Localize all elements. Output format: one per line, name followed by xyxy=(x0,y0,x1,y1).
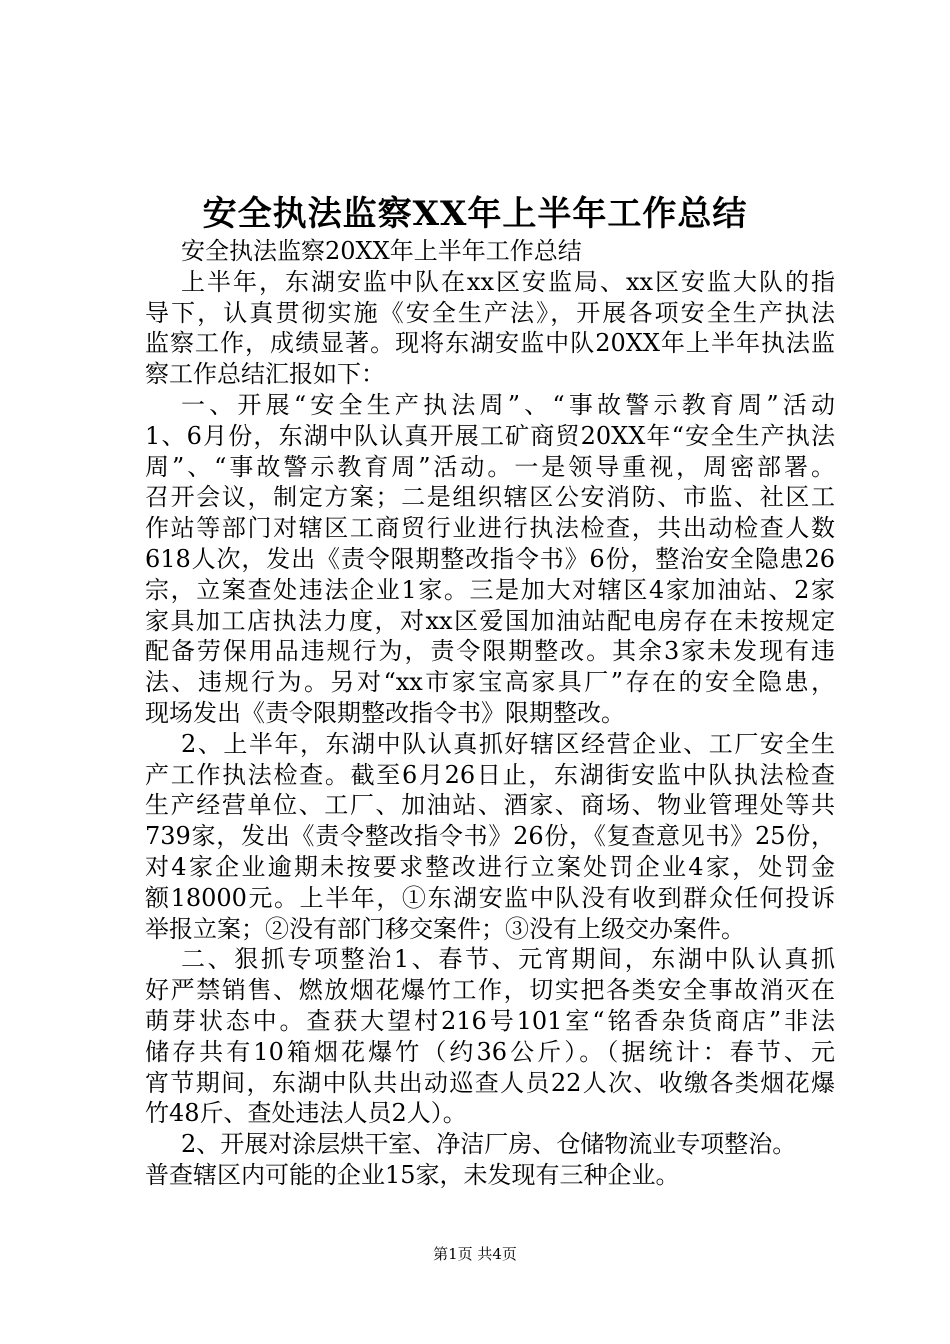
text-line: 对4家企业逾期未按要求整改进行立案处罚企业4家，处罚金 xyxy=(145,852,835,881)
text-line: 生产经营单位、工厂、加油站、酒家、商场、物业管理处等共 xyxy=(145,791,835,820)
text-line: 普查辖区内可能的企业15家，未发现有三种企业。 xyxy=(145,1160,680,1189)
document-body xyxy=(145,236,835,1191)
text-line: 宵节期间，东湖中队共出动巡查人员22人次、收缴各类烟花爆 xyxy=(145,1068,835,1097)
text-line: 618人次，发出《责令限期整改指令书》6份，整治安全隐患26 xyxy=(145,544,835,573)
text-line: 储存共有10箱烟花爆竹（约36公斤）。（据统计：春节、元 xyxy=(145,1037,835,1066)
text-line: 1、6月份，东湖中队认真开展工矿商贸20XX年“安全生产执法 xyxy=(145,421,835,450)
text-line: 家具加工店执法力度，对xx区爱国加油站配电房存在未按规定 xyxy=(145,606,835,635)
text-line: 配备劳保用品违规行为，责令限期整改。其余3家未发现有违 xyxy=(145,637,835,666)
text-line: 举报立案；②没有部门移交案件；③没有上级交办案件。 xyxy=(145,914,745,943)
text-line: 察工作总结汇报如下： xyxy=(145,360,385,389)
text-line: 现场发出《责令限期整改指令书》限期整改。 xyxy=(145,698,625,727)
text-line: 一、开展“安全生产执法周”、“事故警示教育周”活动 xyxy=(181,390,835,419)
text-line: 周”、“事故警示教育周”活动。一是领导重视，周密部署。 xyxy=(145,452,835,481)
text-line: 上半年，东湖安监中队在xx区安监局、xx区安监大队的指 xyxy=(181,267,835,296)
text-line: 召开会议，制定方案；二是组织辖区公安消防、市监、社区工 xyxy=(145,483,835,512)
text-line: 额18000元。上半年，①东湖安监中队没有收到群众任何投诉 xyxy=(145,883,835,912)
text-line: 二、狠抓专项整治1、春节、元宵期间，东湖中队认真抓 xyxy=(181,945,835,974)
text-line: 萌芽状态中。查获大望村216号101室“铭香杂货商店”非法 xyxy=(145,1006,835,1035)
text-line: 2、上半年，东湖中队认真抓好辖区经营企业、工厂安全生 xyxy=(181,729,835,758)
text-line: 安全执法监察20XX年上半年工作总结 xyxy=(181,237,582,265)
page-footer: 第1页 共4页 xyxy=(433,1245,517,1263)
text-line: 监察工作，成绩显著。现将东湖安监中队20XX年上半年执法监 xyxy=(145,329,835,358)
text-line: 作站等部门对辖区工商贸行业进行执法检查，共出动检查人数 xyxy=(145,514,835,543)
text-line: 法、违规行为。另对“xx市家宝高家具厂”存在的安全隐患， xyxy=(145,668,835,697)
text-line: 导下，认真贯彻实施《安全生产法》，开展各项安全生产执法 xyxy=(145,298,835,327)
text-line: 竹48斤、查处违法人员2人）。 xyxy=(145,1099,467,1128)
text-line: 2、开展对涂层烘干室、净洁厂房、仓储物流业专项整治。 xyxy=(181,1130,797,1159)
text-line: 739家，发出《责令整改指令书》26份，《复查意见书》25份， xyxy=(145,822,835,851)
text-line: 宗，立案查处违法企业1家。三是加大对辖区4家加油站、2家 xyxy=(145,575,835,604)
document-title: 安全执法监察XX年上半年工作总结 xyxy=(202,194,748,234)
text-line: 产工作执法检查。截至6月26日止，东湖街安监中队执法检查 xyxy=(145,760,835,789)
text-line: 好严禁销售、燃放烟花爆竹工作，切实把各类安全事故消灭在 xyxy=(145,976,835,1005)
